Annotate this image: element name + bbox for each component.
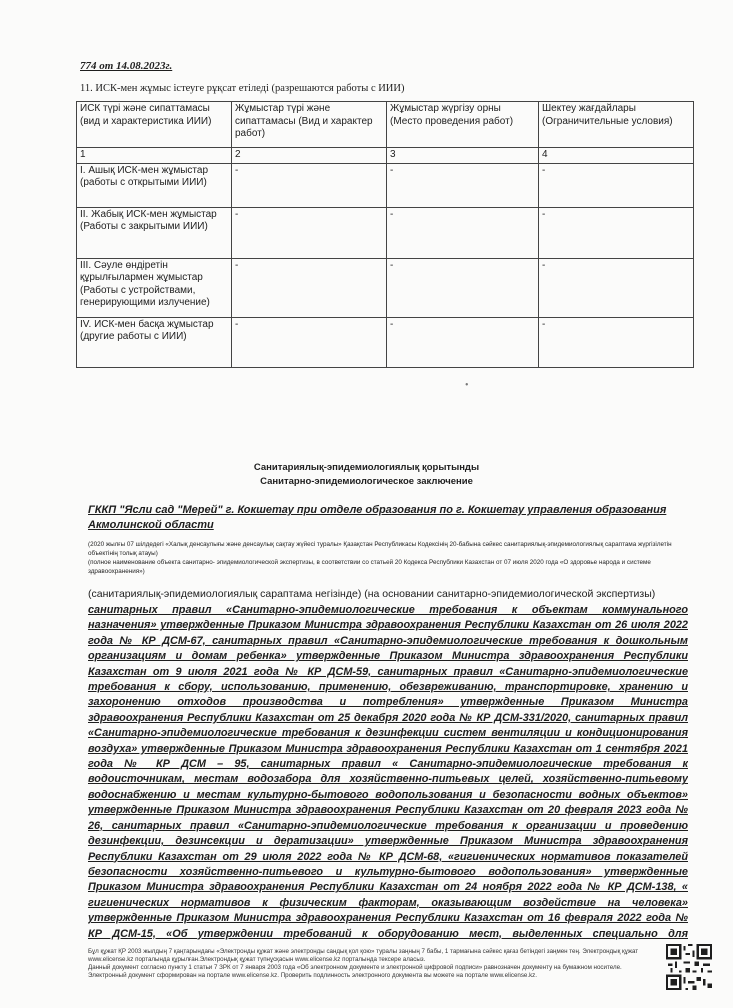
table-header-row [77,102,694,148]
table-row [77,317,694,367]
row-source-type: IV. ИСК-мен басқа жұмыстар (другие работы с ИИИ) [77,317,232,367]
footer-note-ru: Данный документ согласно пункту 1 статьи 7 ЗРК от 7 января 2003 года «Об электронном документе и электронной цифровой подписи» равнозначен документу на бумажном носителе. Электронный документ сформирован на портале www.elicense.kz. Проверить подлинность электронного документа вы можете на портале www.elicense.kz. [88,964,622,980]
qr-code-icon [666,944,712,990]
column-number: 2 [232,148,387,164]
document-reference: 774 от 14.08.2023г. [80,60,173,72]
row-place: - [387,317,539,367]
row-limits: - [539,163,694,207]
row-place: - [387,163,539,207]
radiation-sources-table [76,101,694,368]
row-work: - [232,163,387,207]
column-number-row [77,148,694,164]
table-row [77,163,694,207]
row-limits: - [539,317,694,367]
header-work-place: Жұмыстар жүргізу орны (Место проведения работ) [387,102,539,148]
conclusion-title-ru: Санитарно-эпидемиологическое заключение [260,476,473,487]
row-place: - [387,207,539,258]
footer-legal-note [88,948,658,980]
basis-label: (санитариялық-эпидемиологиялық сараптама негізінде) (на основании санитарно-эпидемиологической экспертизы) [88,588,656,600]
header-work-type: Жұмыстар түрі және сипаттамасы (Вид и характер работ) [232,102,387,148]
row-source-type: II. Жабық ИСК-мен жұмыстар (Работы с закрытыми ИИИ) [77,207,232,258]
organization-name: ГККП "Ясли сад "Мерей" г. Кокшетау при отделе образования по г. Кокшетау управления образования Акмолинской области [88,504,667,532]
table-row [77,258,694,317]
header-limits: Шектеу жағдайлары (Ограничительные условия) [539,102,694,148]
column-number: 1 [77,148,232,164]
footer-note-kz: Бұл құжат ҚР 2003 жылдың 7 қаңтарындағы «Электронды құжат және электронды сандық қол қою» туралы заңның 7 бабы, 1 тармағына сәйкес қағаз бетіндегі заңмен тең. Электрондық құжат www.elicense.kz порталында құрылған.Электрондық құжат түпнұсқасын www.elicense.kz порталында тексере аласыз. [88,948,639,964]
row-source-type: III. Сәуле өндіретін құрылғылармен жұмыстар (Работы с устройствами, генерирующими излучение) [77,258,232,317]
row-limits: - [539,258,694,317]
row-work: - [232,258,387,317]
object-name-note-kz: (2020 жылғы 07 шілдедегі «Халық денсаулығы және денсаулық сақтау жүйесі туралы» Қазақстан Республикасы Кодексінің 20-бабына сәйкес санитариялық-эпидемиологиялық сараптама жүргізілетін объектінің толық атауы) [88,541,672,558]
basis-regulations-text: санитарных правил «Санитарно-эпидемиологические требования к объектам коммунального назначения» утвержденные Приказом Министра здравоохранения Республики Казахстан от 26 июля 2022 года № КР ДСМ-67, санитарных правил «Санитарно-эпидемиологические требования к дошкольным организациям и домам ребенка» утвержденные Приказом Министра здравоохранения Республики Казахстан от 9 июля 2021 года № КР ДСМ-59, санитарных правил «Санитарно-эпидемиологические требования к сбору, использованию, применению, обезвреживанию, транспортировке, хранению и захоронению отходов производства и потребления» утвержденные Приказом Министра здравоохранения Республики Казахстан от 25 декабря 2020 года № КР ДСМ-331/2020, санитарных правил «Санитарно-эпидемиологические требования к дезинфекции систем вентиляции и кондиционирования воздуха» утвержденные Приказом Министра здравоохранения Республики Казахстан от 1 сентября 2021 года № КР ДСМ – 95, санитарных правил « Санитарно-эпидемиологические требования к водоисточникам, местам водозабора для хозяйственно-питьевых целей, хозяйственно-питьевому водоснабжению и местам культурно-бытового водопользования и безопасности водных объектов» утвержденные Приказом Министра здравоохранения Республики Казахстан от 20 февраля 2023 года № 26, санитарных правил «Санитарно-эпидемиологические требования к организации и проведению дезинфекции, дезинсекции и дератизации» утвержденные Приказом Министра здравоохранения Республики Казахстан от 29 июля 2022 года № КР ДСМ-68, «гигиенических нормативов показателей безопасности хозяйственно-питьевого и культурно-бытового водопользования» утвержденные Приказом Министра здравоохранения Республики Казахстан от 24 ноября 2022 года № КР ДСМ-138, « гигиенических нормативов к физическим факторам, оказывающим воздействие на человека» утвержденные Приказом Министра здравоохранения Республики Казахстан от 16 февраля 2022 года № КР ДСМ-15, «Об утверждении требований к оборудованию мест, выделенных специально для [88,604,688,940]
conclusion-title-kz: Санитариялық-эпидемиологиялық қорытынды [253,462,480,473]
object-name-note [88,540,688,577]
row-work: - [232,317,387,367]
column-number: 4 [539,148,694,164]
column-number: 3 [387,148,539,164]
header-source-type: ИСК түрі және сипаттамасы (вид и характеристика ИИИ) [77,102,232,148]
row-work: - [232,207,387,258]
row-limits: - [539,207,694,258]
row-source-type: I. Ашық ИСК-мен жұмыстар (работы с открытыми ИИИ) [77,163,232,207]
object-name-note-ru: (полное наименование объекта санитарно- эпидемиологической экспертизы, в соответствии со статьей 20 Кодекса Республики Казахстан от 07 июля 2020 года «О здоровье народа и системе здравоохранения») [88,559,651,576]
row-place: - [387,258,539,317]
section-11-title: 11. ИСК-мен жұмыс істеуге рұқсат етіледі (разрешаются работы с ИИИ) [80,83,405,94]
stray-mark: • [465,380,469,391]
table-row [77,207,694,258]
